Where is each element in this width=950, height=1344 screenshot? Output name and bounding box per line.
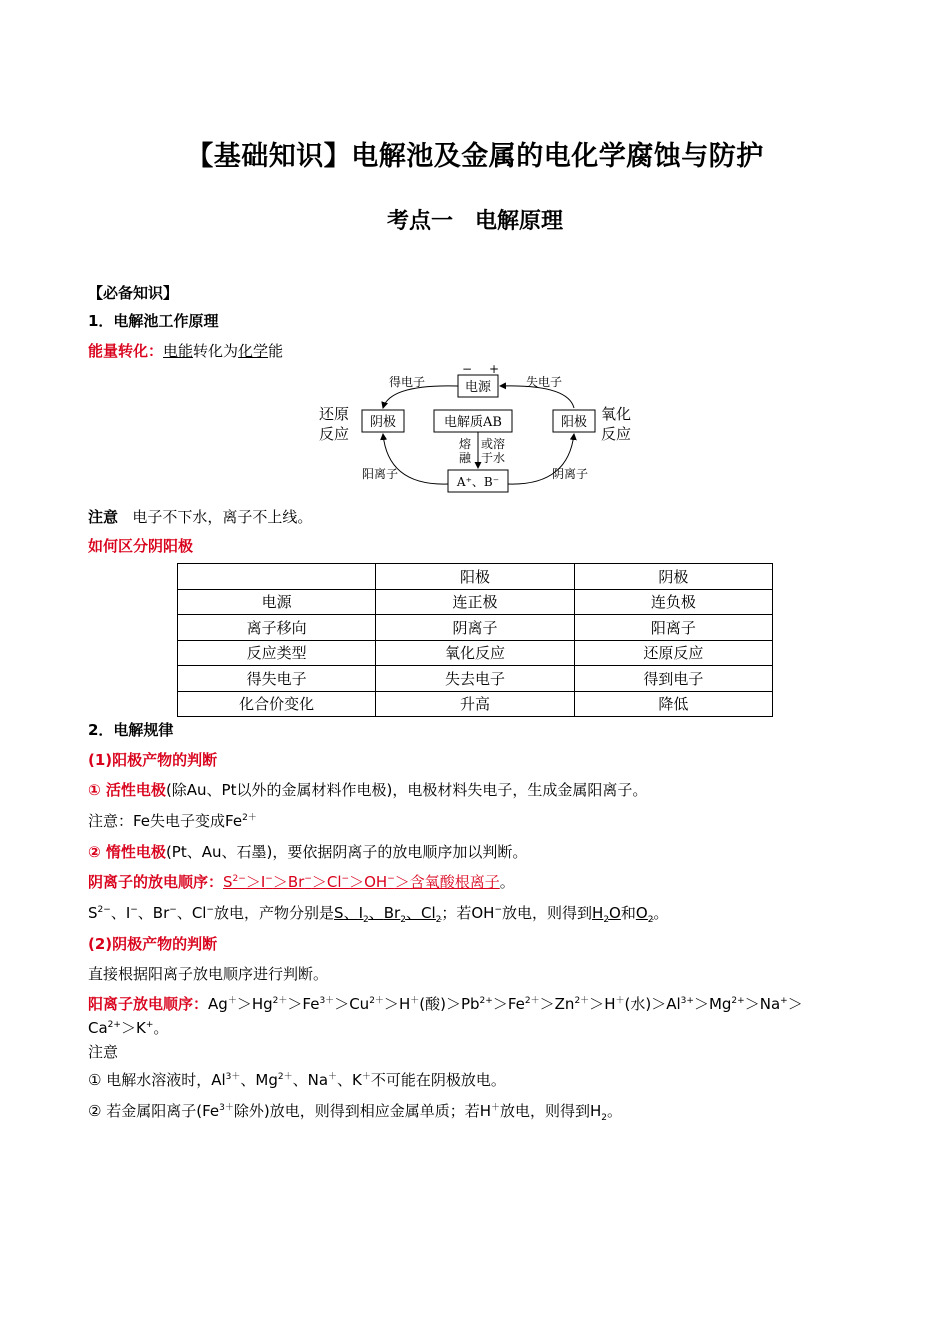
table-row bbox=[178, 666, 773, 692]
table-cell: 升高 bbox=[376, 691, 574, 717]
energy-part2: 转化为 bbox=[193, 342, 239, 360]
table-cell: 氧化反应 bbox=[376, 640, 574, 666]
table-cell: 阳离子 bbox=[574, 615, 772, 641]
note-1-text: 电子不下水，离子不上线。 bbox=[132, 508, 313, 526]
oxygen-product: $O_2$ bbox=[635, 904, 654, 925]
energy-part1: 电能 bbox=[163, 342, 194, 360]
table-cell: 离子移向 bbox=[178, 615, 376, 641]
inert-electrode-line bbox=[88, 842, 527, 862]
anion-order-line: 阴离子的放电顺序：$S^{2-}>I^->Br^->Cl^->OH^->$含氧酸根离子。 bbox=[88, 873, 515, 891]
section-title: 考点一 电解原理 bbox=[386, 209, 563, 234]
fe-note-text: 注意：Fe失电子变成Fe bbox=[88, 812, 243, 830]
inert-label: ② 惰性电极 bbox=[88, 843, 166, 861]
energy-label: 能量转化： bbox=[88, 342, 164, 360]
direct-judgement-line: 直接根据阳离子放电顺序进行判断。 bbox=[88, 965, 329, 983]
table-cell: 反应类型 bbox=[178, 640, 376, 666]
melt-2: 融 bbox=[459, 451, 472, 465]
plus-sign: + bbox=[489, 362, 500, 376]
table-cell: 降低 bbox=[574, 691, 772, 717]
table-row bbox=[178, 589, 773, 615]
melt-1: 熔 bbox=[459, 437, 472, 451]
cation-order-label: 阳离子放电顺序： bbox=[88, 995, 209, 1013]
table-cell: 失去电子 bbox=[376, 666, 574, 692]
table-header-cell: 阴极 bbox=[574, 564, 772, 590]
heading-1: 1．电解池工作原理 bbox=[88, 312, 219, 330]
anode-cathode-table bbox=[177, 563, 773, 717]
reduction-1: 还原 bbox=[319, 405, 350, 423]
energy-part3: 化学 bbox=[238, 342, 269, 360]
table-row bbox=[178, 615, 773, 641]
minus-sign: − bbox=[462, 362, 473, 376]
cation-order-line-2: $Ca^{2+}>K^+$。 bbox=[88, 1019, 169, 1037]
fe-note-sup: 2＋ bbox=[242, 813, 257, 823]
dissolve-1: 或溶 bbox=[481, 437, 506, 451]
energy-part4: 能 bbox=[268, 342, 284, 360]
active-electrode-line bbox=[88, 780, 647, 800]
table-cell: 还原反应 bbox=[574, 640, 772, 666]
fe-note-line bbox=[88, 811, 257, 831]
ions-label: A⁺、B⁻ bbox=[456, 475, 500, 489]
electrolysis-diagram bbox=[310, 362, 650, 497]
lose-electron-label: 失电子 bbox=[526, 375, 563, 389]
dissolve-2: 于水 bbox=[481, 451, 506, 465]
section-label: 【必备知识】 bbox=[88, 284, 179, 302]
table-row bbox=[178, 691, 773, 717]
anion-label: 阴离子 bbox=[552, 467, 589, 481]
note-a: ① 电解水溶液时，$Al^{3+}$、$Mg^{2+}$、Na＋、K＋不可能在阴极放电。 bbox=[88, 1071, 506, 1089]
table-cell: 化合价变化 bbox=[178, 691, 376, 717]
active-label: ① 活性电极 bbox=[88, 781, 166, 799]
energy-line bbox=[88, 341, 283, 361]
active-text: (除Au、Pt以外的金属材料作电极)，电极材料失电子，生成金属阳离子。 bbox=[165, 781, 648, 799]
table-header-cell: 阳极 bbox=[376, 564, 574, 590]
anion-order-label: 阴离子的放电顺序： bbox=[88, 873, 224, 891]
reduction-2: 反应 bbox=[319, 425, 350, 443]
table-cell: 阴离子 bbox=[376, 615, 574, 641]
table-header-cell bbox=[178, 564, 376, 590]
table-cell: 连正极 bbox=[376, 589, 574, 615]
inert-text: (Pt、Au、石墨)，要依据阴离子的放电顺序加以判断。 bbox=[165, 843, 528, 861]
anion-products: S、$I_2$、$Br_2$、$Cl_2$ bbox=[334, 904, 442, 925]
note-1-label: 注意 bbox=[88, 508, 119, 526]
page-title: 【基础知识】电解池及金属的电化学腐蚀与防护 bbox=[186, 141, 764, 172]
table-cell: 得失电子 bbox=[178, 666, 376, 692]
electrolyte-label: 电解质AB bbox=[444, 415, 502, 430]
cathode-products-heading: (2)阴极产物的判断 bbox=[88, 935, 218, 953]
note-1 bbox=[88, 507, 312, 527]
oxidation-1: 氧化 bbox=[601, 405, 632, 423]
cation-label: 阳离子 bbox=[362, 467, 399, 481]
table-row bbox=[178, 640, 773, 666]
anion-order-sequence: $S^{2-}>I^->Br^->Cl^->OH^->$含氧酸根离子 bbox=[223, 873, 500, 891]
gain-electron-label: 得电子 bbox=[389, 375, 426, 389]
anode-products-heading: (1)阳极产物的判断 bbox=[88, 751, 218, 769]
water-product: $H_2O$ bbox=[592, 904, 621, 925]
table-header-row bbox=[178, 564, 773, 590]
note-b: ② 若金属阳离子($Fe^{3+}$除外)放电，则得到相应金属单质；若H＋放电，则得到$H_2$。 bbox=[88, 1102, 623, 1123]
anode-label: 阳极 bbox=[560, 415, 588, 430]
table-cell: 得到电子 bbox=[574, 666, 772, 692]
distinguish-heading: 如何区分阴阳极 bbox=[88, 537, 194, 555]
heading-2: 2．电解规律 bbox=[88, 721, 174, 739]
cation-order-line-1: 阳离子放电顺序：$Ag^+>Hg^{2+}>Fe^{3+}>Cu^{2+}>H^+$(酸)$>Pb^{2+}>Fe^{2+}>Zn^{2+}>H^+$(水)$>Al^{3+}>Mg^{2+}>Na^+>$ bbox=[88, 995, 803, 1013]
discharge-products-line: $S^{2-}$、I−、Br−、Cl−放电，产物分别是S、$I_2$、$Br_2$、$Cl_2$；若OH−放电，则得到$H_2O$和$O_2$。 bbox=[88, 904, 669, 925]
oxidation-2: 反应 bbox=[601, 425, 632, 443]
cathode-label: 阴极 bbox=[369, 415, 397, 430]
power-label: 电源 bbox=[464, 380, 492, 395]
table-cell: 连负极 bbox=[574, 589, 772, 615]
table-cell: 电源 bbox=[178, 589, 376, 615]
note-2-label: 注意 bbox=[88, 1043, 119, 1061]
